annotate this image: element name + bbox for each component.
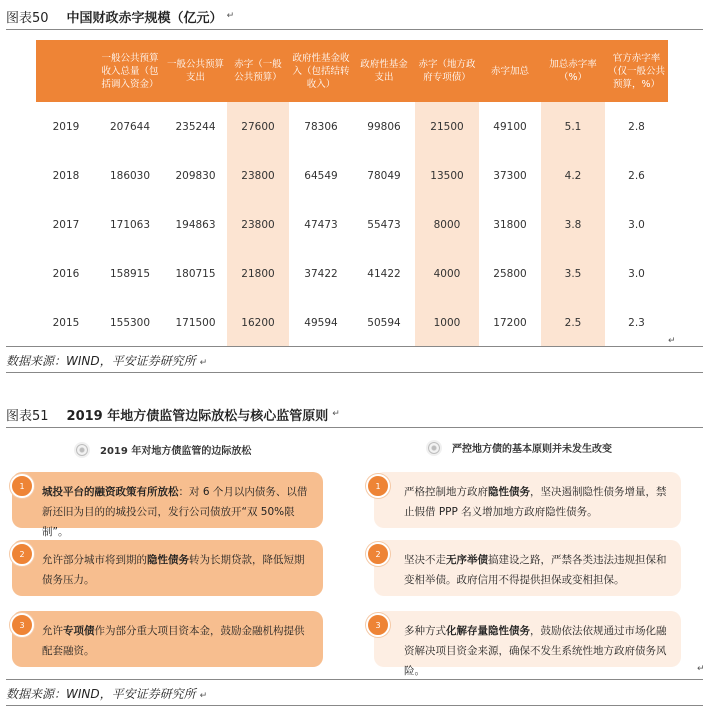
card-text: 多种方式 xyxy=(404,625,446,637)
table-cell: 8000 xyxy=(415,200,479,249)
table-cell: 49594 xyxy=(304,316,338,329)
deficit-table xyxy=(36,40,668,347)
return-mark: ↵ xyxy=(332,409,340,419)
table-cell: 194863 xyxy=(175,218,216,231)
figure-51-number: 图表51 xyxy=(6,408,49,424)
table-row xyxy=(36,200,668,249)
table-row xyxy=(36,102,668,151)
table-cell: 4000 xyxy=(415,249,479,298)
table-cell: 49100 xyxy=(493,120,527,133)
table-cell: 41422 xyxy=(367,267,401,280)
table-header-year xyxy=(36,40,96,102)
card-text: 允许部分城市将到期的 xyxy=(42,554,147,566)
radio-bullet-icon xyxy=(76,444,88,456)
left-heading-text: 2019 年对地方债监管的边际放松 xyxy=(100,446,252,457)
card-text: 转为长期贷款，降低短期债务压力。 xyxy=(42,554,305,586)
table-cell: 25800 xyxy=(493,267,527,280)
table-cell: 2.8 xyxy=(628,120,645,133)
return-mark: ↵ xyxy=(668,336,676,346)
table-cell: 207644 xyxy=(109,120,151,133)
table-cell-year: 2016 xyxy=(52,267,80,280)
right-card-2 xyxy=(374,540,681,596)
table-cell: 171500 xyxy=(175,316,216,329)
source-bottom-rule xyxy=(6,705,703,706)
table-cell: 158915 xyxy=(109,267,151,280)
table-cell: 180715 xyxy=(175,267,216,280)
table-cell: 64549 xyxy=(304,169,338,182)
figure-51-source xyxy=(6,685,207,702)
table-header: 赤字（一般公共预算） xyxy=(227,40,289,102)
table-header: 政府性基金收入（包括结转收入） xyxy=(289,40,353,102)
right-card-3 xyxy=(374,611,681,677)
return-mark: ↵ xyxy=(199,691,208,701)
right-heading-text: 严控地方债的基本原则并未发生改变 xyxy=(452,444,612,455)
table-header: 赤字（地方政府专项债） xyxy=(415,40,479,102)
table-row xyxy=(36,151,668,200)
right-panel-heading xyxy=(428,440,612,455)
number-badge: 1 xyxy=(366,474,390,498)
source-rule xyxy=(6,679,703,680)
table-cell: 2.6 xyxy=(628,169,645,182)
table-cell: 2.3 xyxy=(628,316,645,329)
table-cell: 2.5 xyxy=(541,298,605,347)
table-header: 赤字加总 xyxy=(479,40,541,102)
table-header: 一般公共预算收入总量（包括调入资金） xyxy=(96,40,164,102)
table-header: 政府性基金支出 xyxy=(353,40,415,102)
card-bold-text: 隐性债务 xyxy=(147,554,189,566)
right-card-1 xyxy=(374,472,681,528)
table-cell: 17200 xyxy=(493,316,527,329)
source-bottom-rule xyxy=(6,372,703,373)
source-text: 数据来源：WIND，平安证券研究所 xyxy=(6,687,196,701)
table-cell: 16200 xyxy=(227,298,289,347)
radio-bullet-icon xyxy=(428,442,440,454)
table-cell-year: 2018 xyxy=(52,169,80,182)
table-cell: 23800 xyxy=(227,200,289,249)
table-cell: 37300 xyxy=(493,169,527,182)
table-row xyxy=(36,298,668,347)
table-cell: 3.8 xyxy=(541,200,605,249)
table-cell: 99806 xyxy=(367,120,401,133)
figure-50-title: 中国财政赤字规模（亿元） xyxy=(66,10,223,26)
figure-51-title: 2019 年地方债监管边际放松与核心监管原则 xyxy=(66,408,329,424)
figure-51-title-row xyxy=(6,403,340,425)
card-text: ，鼓励依法依规通过市场化融资解决项目资金来源，确保不发生系统性地方政府债务风险。 xyxy=(404,625,667,677)
table-cell: 186030 xyxy=(109,169,151,182)
table-row xyxy=(36,249,668,298)
card-text: ：对 6 个月以内债务、以借新还旧为目的的城投公司，发行公司债放开“双 50%限制”。 xyxy=(42,486,308,538)
table-cell: 3.0 xyxy=(628,267,645,280)
card-text: 允许 xyxy=(42,625,63,637)
left-card-1 xyxy=(12,472,323,538)
card-bold-text: 专项债 xyxy=(63,625,95,637)
number-badge: 2 xyxy=(366,542,390,566)
table-cell: 5.1 xyxy=(541,102,605,151)
return-mark: ↵ xyxy=(199,358,208,368)
title-rule xyxy=(6,427,703,428)
table-cell: 171063 xyxy=(109,218,151,231)
table-cell: 55473 xyxy=(367,218,401,231)
card-text: 严格控制地方政府 xyxy=(404,486,488,498)
table-header: 加总赤字率（%） xyxy=(541,40,605,102)
table-cell: 235244 xyxy=(175,120,216,133)
return-mark: ↵ xyxy=(697,664,705,674)
card-bold-text: 隐性债务 xyxy=(488,486,530,498)
figure-50-number: 图表50 xyxy=(6,10,49,26)
card-text: ，坚决遏制隐性债务增量，禁止假借 PPP 名义增加地方政府隐性债务。 xyxy=(404,486,667,518)
table-cell: 21500 xyxy=(415,102,479,151)
title-rule xyxy=(6,29,703,30)
table-cell: 78306 xyxy=(304,120,338,133)
source-rule xyxy=(6,346,703,347)
left-card-2 xyxy=(12,540,323,596)
number-badge: 2 xyxy=(10,542,34,566)
table-cell: 31800 xyxy=(493,218,527,231)
number-badge: 1 xyxy=(10,474,34,498)
table-header: 一般公共预算支出 xyxy=(164,40,227,102)
table-cell-year: 2017 xyxy=(52,218,80,231)
figure-50-title-row xyxy=(6,5,234,27)
return-mark: ↵ xyxy=(226,11,235,21)
table-header-row xyxy=(36,40,668,102)
card-bold-text: 城投平台的融资政策有所放松 xyxy=(42,486,179,498)
table-cell: 23800 xyxy=(227,151,289,200)
table-header: 官方赤字率（仅一般公共预算，%） xyxy=(605,40,668,102)
table-cell: 27600 xyxy=(227,102,289,151)
left-card-3 xyxy=(12,611,323,667)
table-cell: 13500 xyxy=(415,151,479,200)
table-cell: 155300 xyxy=(109,316,151,329)
card-bold-text: 无序举债 xyxy=(446,554,488,566)
number-badge: 3 xyxy=(366,613,390,637)
table-cell: 3.5 xyxy=(541,249,605,298)
left-panel-heading xyxy=(76,442,251,457)
card-text: 搞建设之路，严禁各类违法违规担保和变相举债。政府信用不得提供担保或变相担保。 xyxy=(404,554,667,586)
table-cell: 21800 xyxy=(227,249,289,298)
source-text: 数据来源：WIND，平安证券研究所 xyxy=(6,354,196,368)
card-text: 坚决不走 xyxy=(404,554,446,566)
card-text: 作为部分重大项目资本金，鼓励金融机构提供配套融资。 xyxy=(42,625,305,657)
figure-50-source xyxy=(6,352,207,369)
table-cell: 3.0 xyxy=(628,218,645,231)
table-cell-year: 2019 xyxy=(52,120,80,133)
table-cell: 4.2 xyxy=(541,151,605,200)
number-badge: 3 xyxy=(10,613,34,637)
table-cell: 37422 xyxy=(304,267,338,280)
table-cell-year: 2015 xyxy=(52,316,80,329)
table-cell: 50594 xyxy=(367,316,401,329)
table-cell: 78049 xyxy=(367,169,401,182)
table-cell: 47473 xyxy=(304,218,338,231)
table-cell: 1000 xyxy=(415,298,479,347)
table-cell: 209830 xyxy=(175,169,216,182)
card-bold-text: 化解存量隐性债务 xyxy=(446,625,530,637)
